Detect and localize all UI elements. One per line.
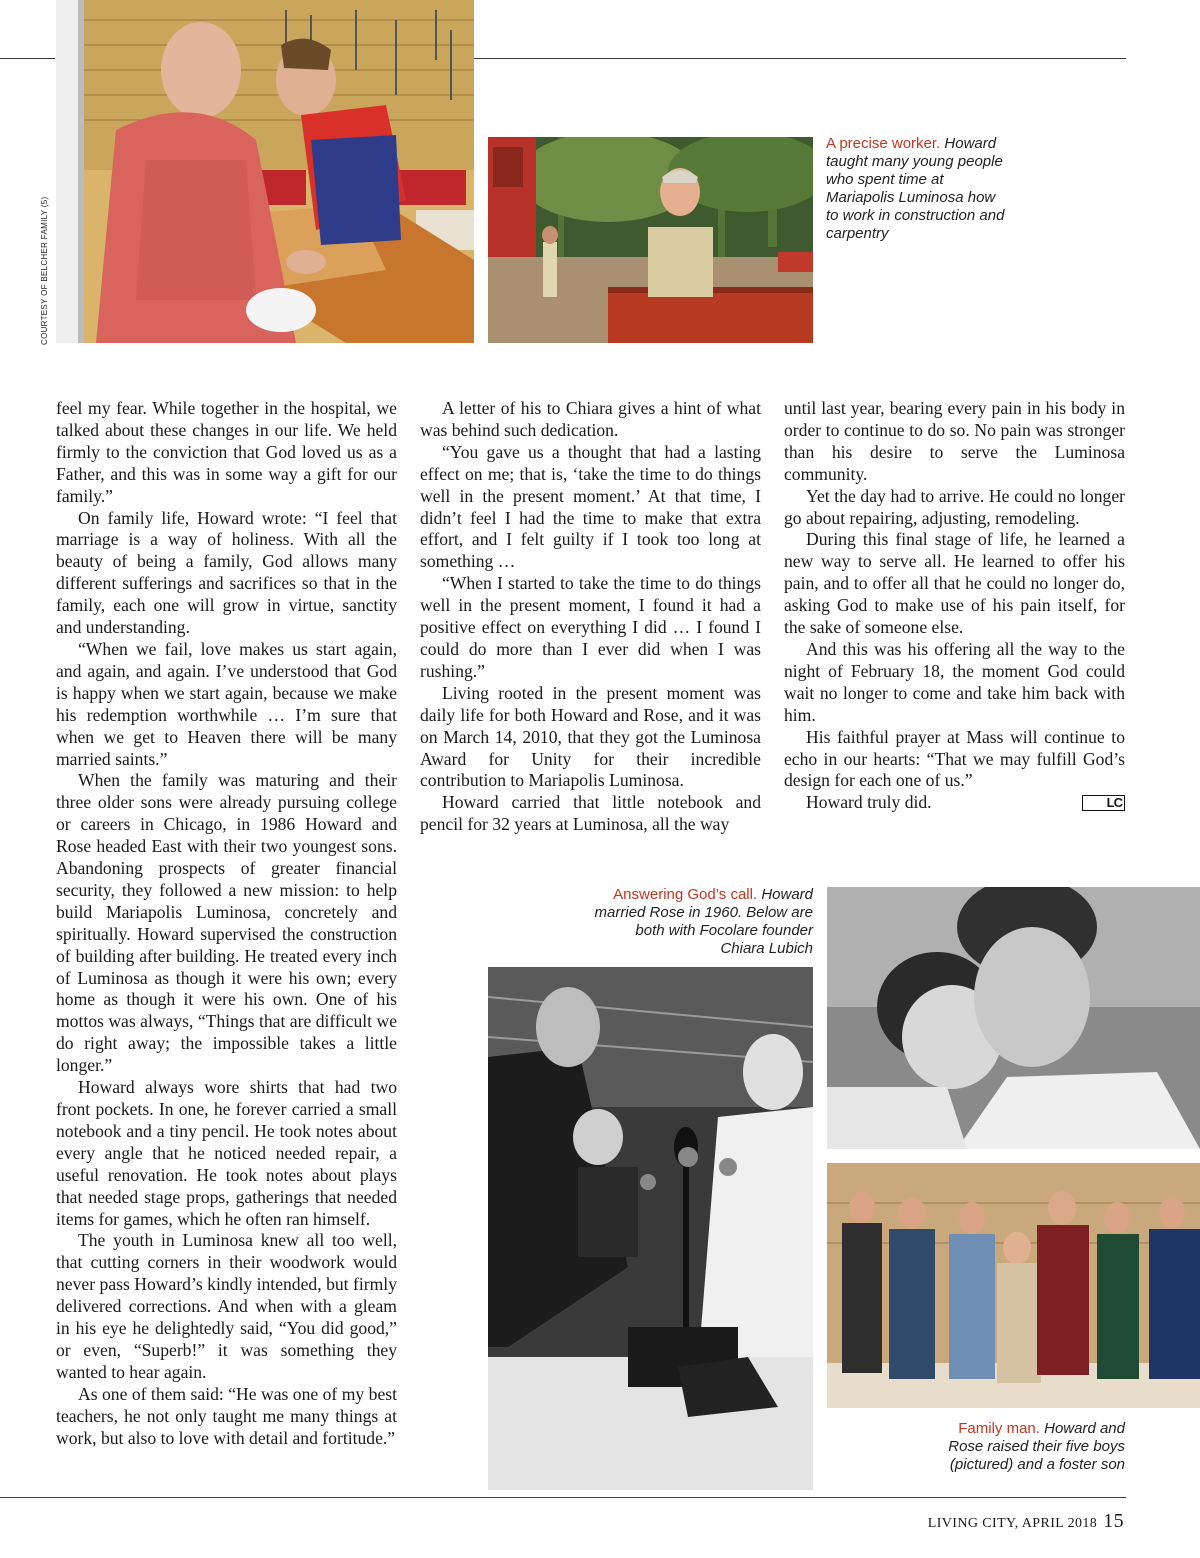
- photo-family: [827, 1163, 1200, 1408]
- photo-wedding: [827, 887, 1200, 1149]
- col3-paragraph: His faithful prayer at Mass will continue to echo in our hearts: “That we may fulfill God’s design for each one of us.”: [784, 726, 1125, 791]
- col3-paragraph: And this was his offering all the way to the night of February 18, the moment God could wait no longer to come and take him back with him.: [784, 638, 1125, 725]
- caption-worker-text: Howard taught many young people who spent time at Mariapolis Luminosa how to work in construction and carpentry: [826, 135, 1005, 242]
- caption-call: [588, 886, 813, 958]
- caption-worker-lead: A precise worker.: [826, 135, 941, 152]
- col1-paragraph: Howard always wore shirts that had two front pockets. In one, he forever carried a small notebook and a tiny pencil. He took notes about every angle that he noticed needed repair, a useful renovation. He took notes about plays that needed stage props, gatherings that needed items for games, which he often ran himself.: [56, 1077, 397, 1229]
- photo-workshop: [56, 0, 474, 343]
- col3-paragraph: [784, 792, 1125, 814]
- col2-paragraph: Living rooted in the present moment was daily life for both Howard and Rose, and it was on March 14, 2010, that they got the Luminosa Award for Unity for their incredible contribution to Mariapolis Luminosa.: [420, 682, 761, 791]
- end-mark-logo: LC: [1082, 795, 1125, 811]
- bottom-rule: [0, 1497, 1126, 1498]
- article-column-2: [420, 398, 761, 836]
- photo-award: [488, 967, 813, 1490]
- col1-paragraph: When the family was maturing and their three older sons were already pursuing college or careers in Chicago, in 1986 Howard and Rose headed East with their two youngest sons. Abandoning prospects of greater financial security, they followed a new mission: to help build Mariapolis Luminosa, concretely and spiritually. Howard supervised the construction of building after building. He treated every inch of Luminosa as though it were his own; every home as though it were his own. One of his mottos was always, “Things that are difficult we do right away; the impossible takes a little longer.”: [56, 770, 397, 1076]
- page-number: 15: [1103, 1510, 1124, 1532]
- col3-paragraph: until last year, bearing every pain in his body in order to continue to do so. No pain was stronger than his desire to serve the Luminosa community.: [784, 398, 1125, 484]
- caption-family: [920, 1420, 1125, 1474]
- col1-paragraph: As one of them said: “He was one of my best teachers, he not only taught me many things at work, but also to love with detail and fortitude.”: [56, 1383, 397, 1448]
- col1-paragraph: On family life, Howard wrote: “I feel that marriage is a way of holiness. With all the beauty of being a family, God allows many different sufferings and sacrifices so that in the family, each one will grow in virtue, sanctity and understanding.: [56, 507, 397, 638]
- caption-call-text: Howard married Rose in 1960. Below are both with Focolare founder Chiara Lubich: [594, 886, 813, 957]
- footer-publication: LIVING CITY, APRIL 2018: [927, 1516, 1098, 1531]
- col2-paragraph: A letter of his to Chiara gives a hint of what was behind such dedication.: [420, 398, 761, 440]
- col3-paragraph: Yet the day had to arrive. He could no longer go about repairing, adjusting, remodeling.: [784, 485, 1125, 528]
- article-column-1: [56, 398, 397, 1450]
- caption-worker: [826, 135, 1006, 243]
- col2-paragraph: “You gave us a thought that had a lasting effect on me; that is, ‘take the time to do things well in the present moment.’ At that time, I didn’t feel I had the time to make that extra effort, and I felt guilty if I took too long at something …: [420, 441, 761, 572]
- col1-paragraph: feel my fear. While together in the hospital, we talked about these changes in our life. We held firmly to the conviction that God loved us as a Father, and this was in some way a gift for our family.”: [56, 398, 397, 506]
- top-rule-left: [0, 58, 55, 59]
- photo-credit: COURTESY OF BELCHER FAMILY (5): [40, 196, 49, 345]
- caption-call-lead: Answering God’s call.: [613, 886, 758, 903]
- col2-paragraph: Howard carried that little notebook and pencil for 32 years at Luminosa, all the way: [420, 792, 761, 835]
- caption-family-lead: Family man.: [958, 1420, 1040, 1437]
- article-column-3: [784, 398, 1125, 814]
- col1-paragraph: “When we fail, love makes us start again, and again, and again. I’ve understood that God is happy when we start again, because we make his redemption worthwhile … I’m sure that when we get to Heaven there will be many married saints.”: [56, 638, 397, 769]
- col3-closing-line: Howard truly did.: [806, 792, 932, 813]
- page-footer: [928, 1510, 1124, 1533]
- photo-construction: [488, 137, 813, 343]
- col1-paragraph: The youth in Luminosa knew all too well, that cutting corners in their woodwork would never pass Howard’s kindly intended, but firmly delivered corrections. And when with a gleam in his eye he delightedly said, “You did good,” or even, “Superb!” it was something they wanted to hear again.: [56, 1230, 397, 1382]
- top-rule-right: [474, 58, 1126, 59]
- col3-paragraph: During this final stage of life, he learned a new way to serve all. He learned to offer his pain, and to offer all that he could no longer do, asking God to make use of his pain itself, for the sake of someone else.: [784, 529, 1125, 638]
- col2-paragraph: “When I started to take the time to do things well in the present moment, I found it had a positive effect on everything I did … I found I could do more than I ever did when I was rushing.”: [420, 573, 761, 681]
- caption-family-text: Howard and Rose raised their five boys (pictured) and a foster son: [948, 1420, 1125, 1473]
